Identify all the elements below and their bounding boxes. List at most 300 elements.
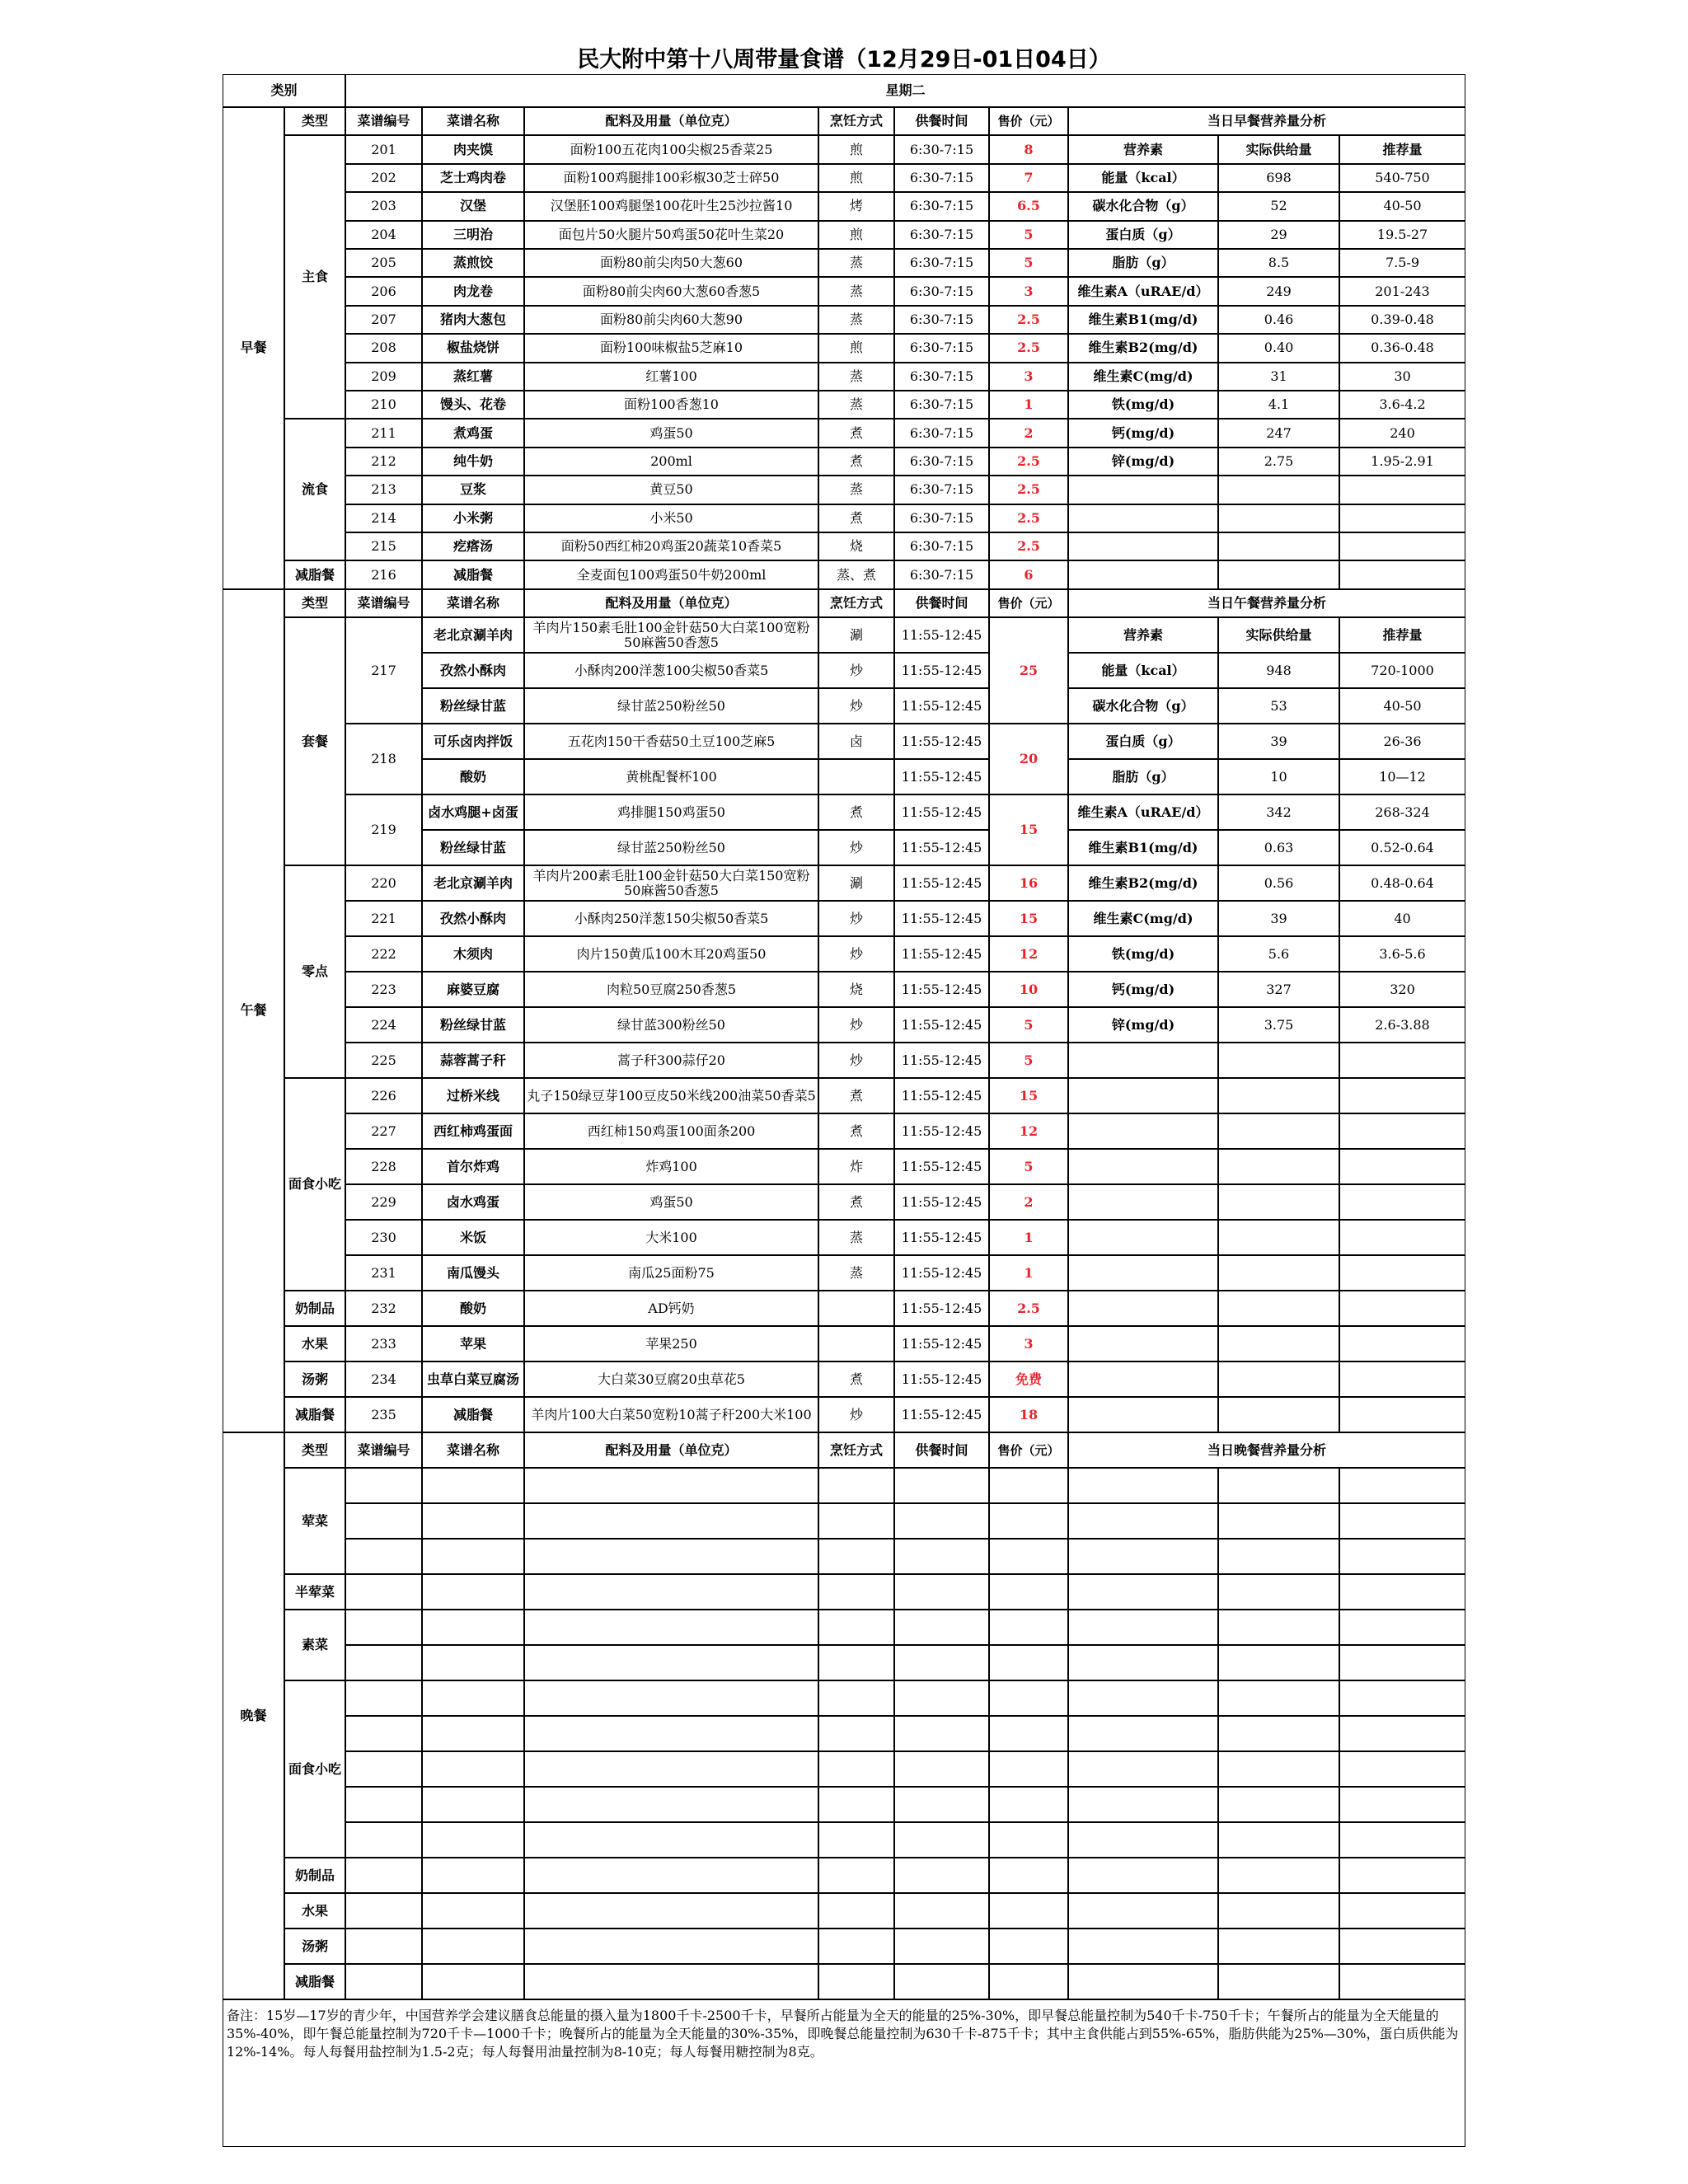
nutrient-recommended <box>1339 1361 1465 1397</box>
empty-cell <box>989 1893 1068 1929</box>
cooking-method: 卤 <box>818 724 894 759</box>
name-header: 菜谱名称 <box>422 1432 524 1468</box>
code-header: 菜谱编号 <box>345 107 422 135</box>
dish-ingredients: 丸子150绿豆芽100豆皮50米线200油菜50香菜5 <box>524 1078 818 1113</box>
dish-price: 16 <box>989 865 1068 901</box>
nutrient-name: 维生素B1(mg/d) <box>1068 306 1218 334</box>
group-label: 水果 <box>284 1893 345 1929</box>
dish-name: 粉丝绿甘蓝 <box>422 688 524 724</box>
empty-cell <box>1339 1929 1465 1964</box>
nutrient-name: 脂肪（g） <box>1068 759 1218 794</box>
serving-time: 6:30-7:15 <box>894 192 989 220</box>
dish-price: 5 <box>989 249 1068 277</box>
dish-name: 粉丝绿甘蓝 <box>422 830 524 865</box>
dish-name: 西红柿鸡蛋面 <box>422 1113 524 1149</box>
category-header: 类别 <box>223 74 345 107</box>
nutrient-recommended: 0.52-0.64 <box>1339 830 1465 865</box>
ingredients-header: 配料及用量（单位克） <box>524 589 818 617</box>
empty-cell <box>1218 1964 1339 1999</box>
nutrient-recommended: 2.6-3.88 <box>1339 1007 1465 1043</box>
dish-name: 减脂餐 <box>422 1397 524 1432</box>
cooking-method: 炒 <box>818 1043 894 1078</box>
dish-code: 234 <box>345 1361 422 1397</box>
empty-cell <box>524 1751 818 1787</box>
empty-cell <box>524 1539 818 1574</box>
nutrient-recommended: 10—12 <box>1339 759 1465 794</box>
cooking-method: 涮 <box>818 617 894 653</box>
cooking-method: 煮 <box>818 448 894 476</box>
dish-code: 233 <box>345 1326 422 1361</box>
empty-cell <box>1068 1751 1218 1787</box>
dish-ingredients: 鸡蛋50 <box>524 419 818 447</box>
group-label: 主食 <box>284 135 345 419</box>
cooking-method: 蒸 <box>818 391 894 419</box>
dish-price: 8 <box>989 135 1068 163</box>
dish-price: 2.5 <box>989 448 1068 476</box>
empty-cell <box>524 1610 818 1645</box>
nutrient-recommended <box>1339 1255 1465 1291</box>
serving-time: 6:30-7:15 <box>894 135 989 163</box>
nutrient-name: 维生素B2(mg/d) <box>1068 865 1218 901</box>
cooking-method: 炒 <box>818 688 894 724</box>
nutrient-name: 碳水化合物（g） <box>1068 192 1218 220</box>
empty-cell <box>818 1751 894 1787</box>
dish-name: 苹果 <box>422 1326 524 1361</box>
empty-cell <box>989 1858 1068 1893</box>
nutrient-recommended <box>1339 1149 1465 1184</box>
nutrient-name: 能量（kcal） <box>1068 164 1218 192</box>
empty-cell <box>894 1574 989 1610</box>
nutrient-actual: 948 <box>1218 653 1339 688</box>
empty-cell <box>1068 1929 1218 1964</box>
serving-time: 6:30-7:15 <box>894 504 989 532</box>
empty-cell <box>422 1751 524 1787</box>
nutrient-actual: 31 <box>1218 363 1339 391</box>
set-price: 20 <box>989 724 1068 794</box>
nutrient-actual: 0.63 <box>1218 830 1339 865</box>
nutrient-recommended: 40-50 <box>1339 688 1465 724</box>
dish-price: 15 <box>989 1078 1068 1113</box>
nutrient-actual <box>1218 476 1339 504</box>
nutrient-actual: 8.5 <box>1218 249 1339 277</box>
nutrient-name <box>1068 1184 1218 1220</box>
dish-price: 7 <box>989 164 1068 192</box>
empty-cell <box>894 1751 989 1787</box>
serving-time: 11:55-12:45 <box>894 759 989 794</box>
nutrient-name: 蛋白质（g） <box>1068 724 1218 759</box>
dish-name: 馒头、花卷 <box>422 391 524 419</box>
dish-code: 232 <box>345 1291 422 1326</box>
nutrient-name: 锌(mg/d) <box>1068 1007 1218 1043</box>
dish-ingredients: 黄桃配餐杯100 <box>524 759 818 794</box>
empty-cell <box>1339 1539 1465 1574</box>
empty-cell <box>818 1929 894 1964</box>
empty-cell <box>524 1787 818 1822</box>
nutrient-actual <box>1218 532 1339 560</box>
nutrient-actual <box>1218 504 1339 532</box>
empty-cell <box>422 1716 524 1751</box>
dish-ingredients: 汉堡胚100鸡腿堡100花叶生25沙拉酱10 <box>524 192 818 220</box>
nutrient-recommended: 3.6-4.2 <box>1339 391 1465 419</box>
empty-cell <box>818 1645 894 1680</box>
empty-cell <box>818 1787 894 1822</box>
nutrient-recommended <box>1339 1113 1465 1149</box>
dish-price: 6 <box>989 560 1068 588</box>
serving-time: 6:30-7:15 <box>894 363 989 391</box>
empty-cell <box>524 1858 818 1893</box>
nutrient-name: 碳水化合物（g） <box>1068 688 1218 724</box>
dish-code: 203 <box>345 192 422 220</box>
dish-ingredients: 面粉50西红柿20鸡蛋20蔬菜10香菜5 <box>524 532 818 560</box>
dish-code: 220 <box>345 865 422 901</box>
empty-cell <box>524 1964 818 1999</box>
nutrient-recommended: 240 <box>1339 419 1465 447</box>
empty-cell <box>1068 1964 1218 1999</box>
serving-time: 11:55-12:45 <box>894 901 989 936</box>
dish-ingredients: 面粉80前尖肉60大葱90 <box>524 306 818 334</box>
nutrient-recommended: 0.39-0.48 <box>1339 306 1465 334</box>
dish-code: 215 <box>345 532 422 560</box>
empty-cell <box>1218 1680 1339 1716</box>
nutrient-name: 维生素B2(mg/d) <box>1068 334 1218 362</box>
group-label: 面食小吃 <box>284 1680 345 1858</box>
serving-time: 11:55-12:45 <box>894 1220 989 1255</box>
dish-price: 1 <box>989 1255 1068 1291</box>
empty-cell <box>894 1610 989 1645</box>
nutrient-actual: 5.6 <box>1218 936 1339 972</box>
dish-name: 过桥米线 <box>422 1078 524 1113</box>
nutrient-recommended: 0.36-0.48 <box>1339 334 1465 362</box>
nutrient-recommended: 320 <box>1339 972 1465 1007</box>
serving-time: 11:55-12:45 <box>894 1113 989 1149</box>
dish-ingredients: 黄豆50 <box>524 476 818 504</box>
nutrient-name <box>1068 560 1218 588</box>
dish-price: 2 <box>989 419 1068 447</box>
name-header: 菜谱名称 <box>422 589 524 617</box>
dish-ingredients: 绿甘蓝250粉丝50 <box>524 830 818 865</box>
group-label: 荤菜 <box>284 1468 345 1574</box>
empty-cell <box>345 1716 422 1751</box>
group-label: 面食小吃 <box>284 1078 345 1291</box>
cooking-method: 蒸 <box>818 306 894 334</box>
empty-cell <box>345 1539 422 1574</box>
serving-time: 6:30-7:15 <box>894 221 989 249</box>
type-header: 类型 <box>284 589 345 617</box>
nutrient-recommended <box>1339 504 1465 532</box>
dish-code: 223 <box>345 972 422 1007</box>
cooking-method: 煮 <box>818 1361 894 1397</box>
dish-name: 三明治 <box>422 221 524 249</box>
empty-cell <box>1218 1751 1339 1787</box>
empty-cell <box>422 1574 524 1610</box>
empty-cell <box>422 1822 524 1858</box>
nutrient-recommended <box>1339 1078 1465 1113</box>
empty-cell <box>1339 1787 1465 1822</box>
dish-code: 205 <box>345 249 422 277</box>
dish-code: 231 <box>345 1255 422 1291</box>
nutrient-recommended: 720-1000 <box>1339 653 1465 688</box>
dish-name: 孜然小酥肉 <box>422 901 524 936</box>
nutrient-name <box>1068 532 1218 560</box>
cooking-method: 炒 <box>818 1007 894 1043</box>
dish-code: 213 <box>345 476 422 504</box>
empty-cell <box>1218 1822 1339 1858</box>
empty-cell <box>818 1503 894 1539</box>
empty-cell <box>1339 1574 1465 1610</box>
nutrient-recommended: 540-750 <box>1339 164 1465 192</box>
nutrient-recommended <box>1339 1326 1465 1361</box>
nutrient-recommended <box>1339 1184 1465 1220</box>
group-label: 减脂餐 <box>284 1964 345 1999</box>
empty-cell <box>894 1964 989 1999</box>
empty-cell <box>989 1964 1068 1999</box>
nutrient-actual: 327 <box>1218 972 1339 1007</box>
nutrient-actual <box>1218 1397 1339 1432</box>
dish-ingredients: 红薯100 <box>524 363 818 391</box>
empty-cell <box>345 1787 422 1822</box>
serving-time: 11:55-12:45 <box>894 1255 989 1291</box>
empty-cell <box>894 1503 989 1539</box>
time-header: 供餐时间 <box>894 589 989 617</box>
empty-cell <box>345 1751 422 1787</box>
serving-time: 6:30-7:15 <box>894 448 989 476</box>
nutrient-actual: 4.1 <box>1218 391 1339 419</box>
cooking-method: 炸 <box>818 1149 894 1184</box>
empty-cell <box>989 1680 1068 1716</box>
nutrient-recommended: 推荐量 <box>1339 135 1465 163</box>
cooking-method: 煮 <box>818 504 894 532</box>
empty-cell <box>1218 1645 1339 1680</box>
cooking-method: 蒸 <box>818 363 894 391</box>
nutrient-actual: 39 <box>1218 901 1339 936</box>
nutrient-recommended: 30 <box>1339 363 1465 391</box>
dish-code: 229 <box>345 1184 422 1220</box>
dish-name: 芝士鸡肉卷 <box>422 164 524 192</box>
dish-code: 202 <box>345 164 422 192</box>
empty-cell <box>422 1893 524 1929</box>
group-label: 奶制品 <box>284 1291 345 1326</box>
cooking-method: 烧 <box>818 972 894 1007</box>
dish-ingredients: 大白菜30豆腐20虫草花5 <box>524 1361 818 1397</box>
nutrient-actual <box>1218 1078 1339 1113</box>
empty-cell <box>989 1645 1068 1680</box>
empty-cell <box>1339 1503 1465 1539</box>
nutrient-name: 营养素 <box>1068 617 1218 653</box>
empty-cell <box>989 1574 1068 1610</box>
empty-cell <box>894 1680 989 1716</box>
nutrient-recommended: 0.48-0.64 <box>1339 865 1465 901</box>
time-header: 供餐时间 <box>894 1432 989 1468</box>
dish-code: 210 <box>345 391 422 419</box>
empty-cell <box>1218 1610 1339 1645</box>
nutrient-actual: 0.40 <box>1218 334 1339 362</box>
empty-cell <box>345 1468 422 1503</box>
dish-ingredients: AD钙奶 <box>524 1291 818 1326</box>
cooking-method: 煮 <box>818 1184 894 1220</box>
dish-name: 孜然小酥肉 <box>422 653 524 688</box>
dish-code: 227 <box>345 1113 422 1149</box>
dish-ingredients: 南瓜25面粉75 <box>524 1255 818 1291</box>
dish-price: 3 <box>989 277 1068 305</box>
dish-price: 2.5 <box>989 1291 1068 1326</box>
dish-code: 228 <box>345 1149 422 1184</box>
empty-cell <box>1339 1822 1465 1858</box>
empty-cell <box>1339 1893 1465 1929</box>
serving-time: 11:55-12:45 <box>894 830 989 865</box>
dish-code: 224 <box>345 1007 422 1043</box>
dish-name: 首尔炸鸡 <box>422 1149 524 1184</box>
nutrient-actual: 249 <box>1218 277 1339 305</box>
day-header: 星期二 <box>345 74 1465 107</box>
empty-cell <box>1218 1929 1339 1964</box>
serving-time: 11:55-12:45 <box>894 1326 989 1361</box>
nutrient-actual <box>1218 1043 1339 1078</box>
group-label: 水果 <box>284 1326 345 1361</box>
ingredients-header: 配料及用量（单位克） <box>524 1432 818 1468</box>
nutrient-name <box>1068 1291 1218 1326</box>
dish-ingredients: 200ml <box>524 448 818 476</box>
serving-time: 6:30-7:15 <box>894 532 989 560</box>
nutrient-recommended <box>1339 532 1465 560</box>
dish-ingredients: 大米100 <box>524 1220 818 1255</box>
cooking-method <box>818 1326 894 1361</box>
dish-ingredients: 肉片150黄瓜100木耳20鸡蛋50 <box>524 936 818 972</box>
empty-cell <box>422 1964 524 1999</box>
analysis-title: 当日晚餐营养量分析 <box>1068 1432 1465 1468</box>
empty-cell <box>894 1645 989 1680</box>
set-code: 219 <box>345 794 422 865</box>
dish-code: 204 <box>345 221 422 249</box>
empty-cell <box>1068 1645 1218 1680</box>
nutrient-actual <box>1218 1113 1339 1149</box>
empty-cell <box>1068 1539 1218 1574</box>
dish-ingredients: 鸡蛋50 <box>524 1184 818 1220</box>
empty-cell <box>524 1929 818 1964</box>
analysis-title: 当日早餐营养量分析 <box>1068 107 1465 135</box>
dish-code: 216 <box>345 560 422 588</box>
empty-cell <box>1068 1503 1218 1539</box>
cooking-method: 煎 <box>818 334 894 362</box>
dish-price: 3 <box>989 363 1068 391</box>
dish-price: 5 <box>989 1007 1068 1043</box>
nutrient-name <box>1068 1255 1218 1291</box>
serving-time: 6:30-7:15 <box>894 391 989 419</box>
dish-name: 麻婆豆腐 <box>422 972 524 1007</box>
dish-name: 减脂餐 <box>422 560 524 588</box>
cooking-method: 蒸 <box>818 277 894 305</box>
empty-cell <box>894 1858 989 1893</box>
empty-cell <box>818 1716 894 1751</box>
nutrient-actual <box>1218 560 1339 588</box>
nutrient-name: 维生素B1(mg/d) <box>1068 830 1218 865</box>
serving-time: 11:55-12:45 <box>894 1397 989 1432</box>
nutrient-recommended: 19.5-27 <box>1339 221 1465 249</box>
dish-ingredients: 面粉100鸡腿排100彩椒30芝士碎50 <box>524 164 818 192</box>
nutrient-name <box>1068 1078 1218 1113</box>
dish-price: 2.5 <box>989 504 1068 532</box>
dish-name: 纯牛奶 <box>422 448 524 476</box>
page-title: 民大附中第十八周带量食谱（12月29日-01日04日） <box>577 47 1111 73</box>
dish-code: 222 <box>345 936 422 972</box>
empty-cell <box>345 1574 422 1610</box>
nutrient-actual: 3.75 <box>1218 1007 1339 1043</box>
empty-cell <box>989 1787 1068 1822</box>
dish-code: 226 <box>345 1078 422 1113</box>
nutrient-name <box>1068 1113 1218 1149</box>
nutrient-name <box>1068 476 1218 504</box>
nutrient-actual <box>1218 1220 1339 1255</box>
nutrient-actual <box>1218 1291 1339 1326</box>
dish-ingredients: 蒿子秆300蒜仔20 <box>524 1043 818 1078</box>
empty-cell <box>345 1645 422 1680</box>
group-label: 套餐 <box>284 617 345 865</box>
nutrient-actual: 2.75 <box>1218 448 1339 476</box>
dish-price: 2.5 <box>989 306 1068 334</box>
group-label: 流食 <box>284 419 345 560</box>
serving-time: 11:55-12:45 <box>894 617 989 653</box>
empty-cell <box>1068 1680 1218 1716</box>
empty-cell <box>1068 1858 1218 1893</box>
serving-time: 11:55-12:45 <box>894 1291 989 1326</box>
cooking-method: 煎 <box>818 221 894 249</box>
nutrient-actual: 0.46 <box>1218 306 1339 334</box>
empty-cell <box>894 1539 989 1574</box>
empty-cell <box>894 1929 989 1964</box>
serving-time: 11:55-12:45 <box>894 1184 989 1220</box>
empty-cell <box>1339 1858 1465 1893</box>
dish-price: 1 <box>989 391 1068 419</box>
dish-code: 211 <box>345 419 422 447</box>
empty-cell <box>1068 1893 1218 1929</box>
empty-cell <box>1339 1680 1465 1716</box>
nutrient-actual: 342 <box>1218 794 1339 830</box>
dish-name: 肉龙卷 <box>422 277 524 305</box>
empty-cell <box>345 1893 422 1929</box>
dish-ingredients: 羊肉片150素毛肚100金针菇50大白菜100宽粉50麻酱50香葱5 <box>524 617 818 653</box>
dish-ingredients: 羊肉片200素毛肚100金针菇50大白菜150宽粉50麻酱50香葱5 <box>524 865 818 901</box>
dish-price: 免费 <box>989 1361 1068 1397</box>
meal-label-lunch: 午餐 <box>223 589 284 1432</box>
time-header: 供餐时间 <box>894 107 989 135</box>
cooking-method: 蒸 <box>818 1255 894 1291</box>
meal-label-breakfast: 早餐 <box>223 107 284 589</box>
empty-cell <box>818 1822 894 1858</box>
empty-cell <box>422 1858 524 1893</box>
dish-name: 老北京涮羊肉 <box>422 617 524 653</box>
nutrient-recommended: 26-36 <box>1339 724 1465 759</box>
empty-cell <box>989 1468 1068 1503</box>
serving-time: 11:55-12:45 <box>894 653 989 688</box>
dish-code: 225 <box>345 1043 422 1078</box>
nutrient-name: 营养素 <box>1068 135 1218 163</box>
empty-cell <box>1339 1610 1465 1645</box>
group-label: 汤粥 <box>284 1929 345 1964</box>
dish-price: 5 <box>989 1149 1068 1184</box>
empty-cell <box>818 1539 894 1574</box>
empty-cell <box>818 1964 894 1999</box>
dish-name: 虫草白菜豆腐汤 <box>422 1361 524 1397</box>
empty-cell <box>1339 1751 1465 1787</box>
empty-cell <box>345 1858 422 1893</box>
dish-name: 蒸煎饺 <box>422 249 524 277</box>
empty-cell <box>345 1822 422 1858</box>
dish-name: 酸奶 <box>422 759 524 794</box>
nutrient-recommended <box>1339 1291 1465 1326</box>
serving-time: 11:55-12:45 <box>894 1007 989 1043</box>
nutrient-name: 维生素C(mg/d) <box>1068 901 1218 936</box>
price-header: 售价（元） <box>989 589 1068 617</box>
empty-cell <box>1068 1574 1218 1610</box>
